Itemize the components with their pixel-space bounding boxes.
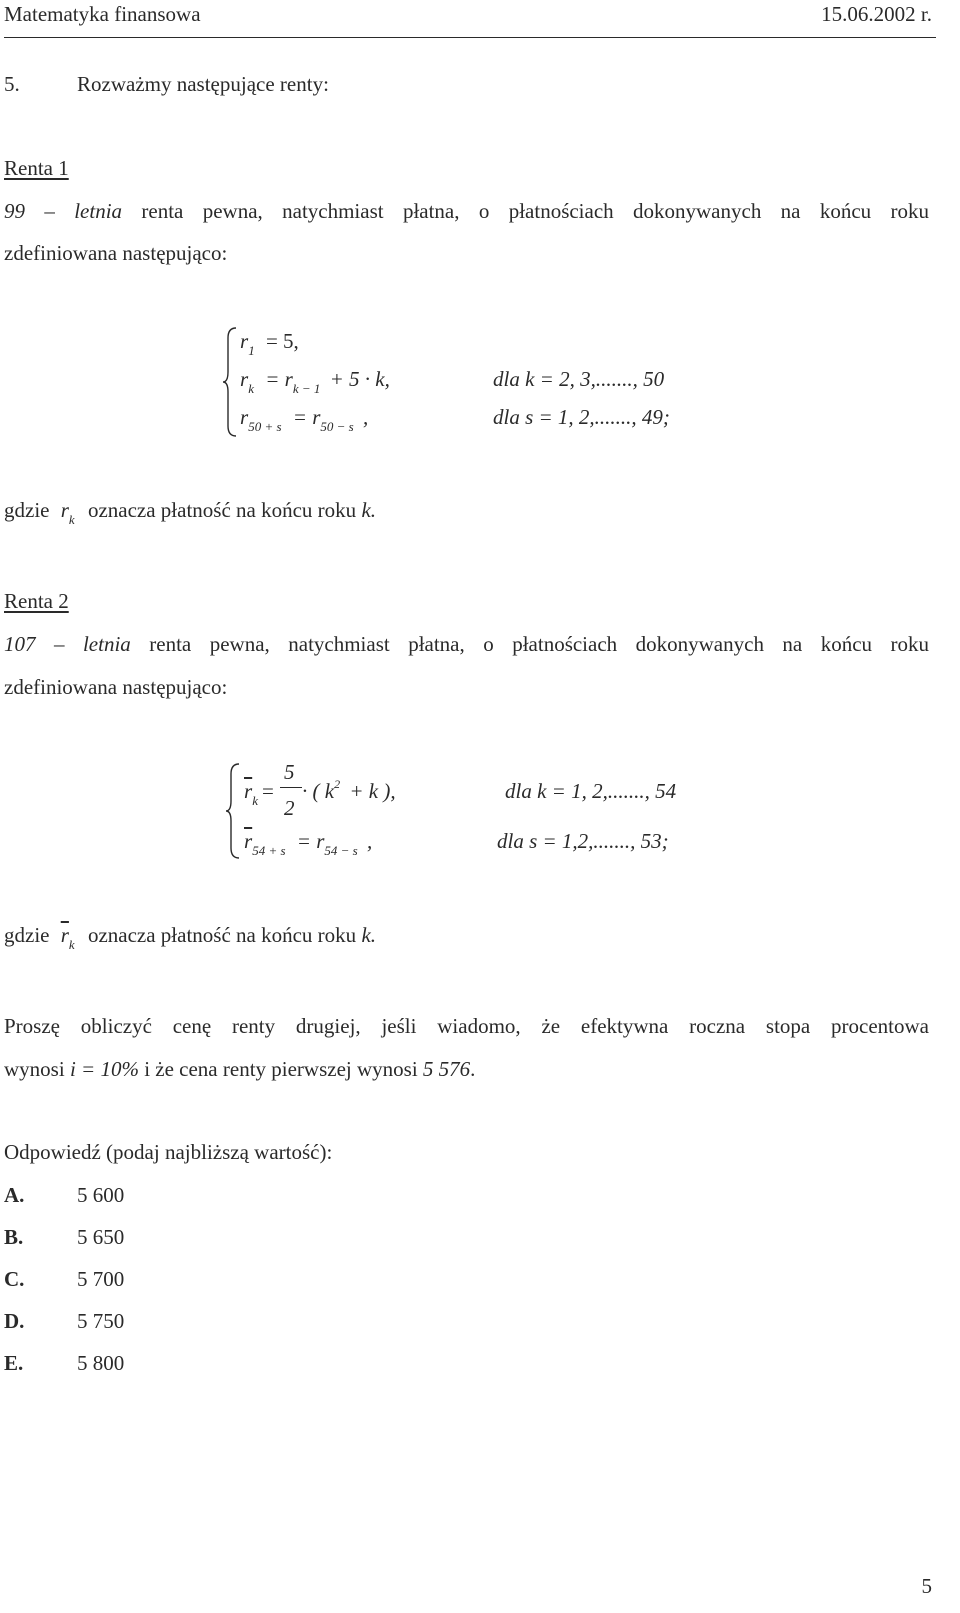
header-subject: Matematyka finansowa <box>4 2 201 26</box>
renta1-term: 99 – letnia <box>4 199 123 223</box>
renta1-eq3: $r_{50 + s} = r_{50 - s}$ , <box>240 405 369 434</box>
renta1-desc-line2: zdefiniowana następująco: <box>4 241 228 265</box>
renta2-eq1-condition: dla k = 1, 2,......., 54 <box>505 779 677 803</box>
option-a-value: 5 600 <box>77 1183 125 1207</box>
renta2-title: Renta 2 <box>4 589 69 613</box>
answer-prompt: Odpowiedź (podaj najbliższą wartość): <box>4 1140 333 1164</box>
renta2-note: gdzie $\overline{r}_k$ oznacza płatność na końcu roku k. <box>4 923 377 952</box>
option-b-letter: B. <box>4 1225 24 1249</box>
renta1-description <box>4 199 929 224</box>
renta2-eq1-equals: = <box>262 779 274 803</box>
header-date: 15.06.2002 r. <box>821 2 932 26</box>
header-rule <box>4 37 936 38</box>
renta1-eq3-condition: dla s = 1, 2,......., 49; <box>493 405 670 429</box>
problem-intro: Rozważmy następujące renty: <box>77 72 329 96</box>
renta2-fraction-bar <box>280 787 302 788</box>
renta2-term: 107 – letnia <box>4 632 131 656</box>
renta1-price: 5 576 <box>422 1057 471 1081</box>
renta1-desc-text: renta pewna, natychmiast płatna, o płatnościach dokonywanych na końcu roku <box>141 199 930 223</box>
renta2-eq1-lhs: $\overline{r}_k$ <box>244 779 258 808</box>
option-e-letter: E. <box>4 1351 24 1375</box>
option-b-value: 5 650 <box>77 1225 125 1249</box>
renta2-desc-line2: zdefiniowana następująco: <box>4 675 228 699</box>
renta1-eq2: $r_k = r_{k - 1} + 5 \cdot k$, <box>240 367 390 396</box>
renta2-eq1-rhs: · ( $k^2 + k$ ), <box>302 777 396 803</box>
renta1-eq2-condition: dla k = 2, 3,......., 50 <box>493 367 665 391</box>
renta2-eq1-numerator: 5 <box>284 760 295 784</box>
renta2-eq2-condition: dla s = 1,2,......., 53; <box>497 829 669 853</box>
renta1-note: gdzie $r_k$ oznacza płatność na końcu roku k. <box>4 498 377 527</box>
option-c-value: 5 700 <box>77 1267 125 1291</box>
renta2-eq2: $\overline{r}_{54 + s} = r_{54 - s}$ , <box>244 829 373 858</box>
option-c-letter: C. <box>4 1267 25 1291</box>
renta2-brace <box>225 762 241 860</box>
renta1-title: Renta 1 <box>4 156 69 180</box>
option-d-value: 5 750 <box>77 1309 125 1333</box>
option-e-value: 5 800 <box>77 1351 125 1375</box>
question-line1: Proszę obliczyć cenę renty drugiej, jeśli wiadomo, że efektywna roczna stopa procentowa <box>4 1014 929 1038</box>
renta2-desc-text: renta pewna, natychmiast płatna, o płatnościach dokonywanych na końcu roku <box>149 632 930 656</box>
renta2-description <box>4 632 929 657</box>
option-d-letter: D. <box>4 1309 25 1333</box>
problem-number: 5. <box>4 72 20 96</box>
interest-rate: i = 10% <box>69 1057 139 1081</box>
option-a-letter: A. <box>4 1183 25 1207</box>
page-number: 5 <box>921 1574 932 1598</box>
renta1-eq1: $r_1 = 5$, <box>240 329 299 358</box>
renta2-eq1-denominator: 2 <box>284 796 295 820</box>
question-line2: wynosi i = 10% i że cena renty pierwszej wynosi 5 576. <box>4 1057 476 1081</box>
renta1-brace <box>222 326 238 438</box>
